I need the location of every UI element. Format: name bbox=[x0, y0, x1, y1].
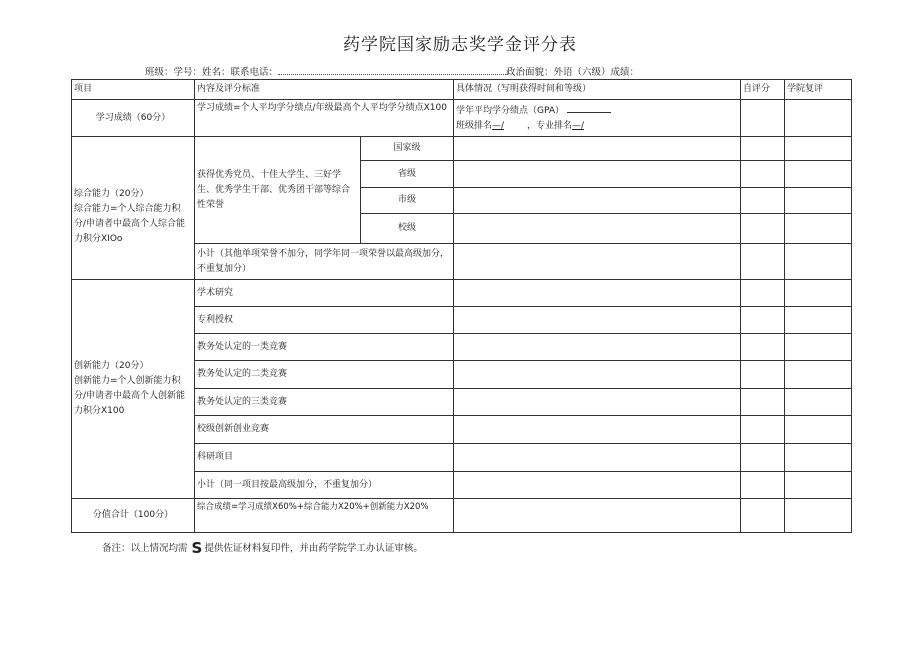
header-item: 项目 bbox=[72, 80, 195, 100]
rank-class-label: 班级排名 bbox=[456, 121, 493, 131]
rank-major-value[interactable]: —/ bbox=[571, 121, 585, 131]
form-title: 药学院国家励志奖学金评分表 bbox=[343, 35, 577, 55]
innov-row-research bbox=[72, 280, 852, 307]
total-formula: 综合成绩=学习成绩X60%+综合能力X20%+创新能力X20% bbox=[195, 499, 454, 533]
detail-city[interactable] bbox=[454, 188, 741, 214]
innov-research: 学术研究 bbox=[195, 280, 454, 307]
total-row bbox=[72, 499, 852, 533]
self-city[interactable] bbox=[741, 188, 785, 214]
header-content: 内容及评分标准 bbox=[195, 80, 454, 100]
comprehensive-item: 综合能力（20分） 综合能力=个人综合能力积分/申请者中最高个人综合能力积分XIOo bbox=[72, 137, 195, 280]
header-detail: 具体情况（写明获得时间和等级） bbox=[454, 80, 741, 100]
study-content: 学习成绩=个人平均学分绩点/年级最高个人平均学分绩点X100 bbox=[195, 100, 454, 137]
self-innov-1[interactable] bbox=[741, 307, 785, 334]
college-innov-6[interactable] bbox=[785, 444, 852, 472]
level-provincial: 省级 bbox=[361, 161, 454, 188]
self-total[interactable] bbox=[741, 499, 785, 533]
study-detail-cell bbox=[454, 100, 741, 137]
self-innov-3[interactable] bbox=[741, 361, 785, 389]
gpa-blank[interactable] bbox=[567, 101, 611, 113]
footnote bbox=[102, 539, 423, 557]
self-innov-4[interactable] bbox=[741, 389, 785, 416]
self-provincial[interactable] bbox=[741, 161, 785, 188]
innov-class3: 教务处认定的三类竞赛 bbox=[195, 389, 454, 416]
study-college-score[interactable] bbox=[785, 100, 852, 137]
note-prefix: 备注：以上情况均需 bbox=[102, 543, 188, 554]
level-city: 市级 bbox=[361, 188, 454, 214]
detail-provincial[interactable] bbox=[454, 161, 741, 188]
college-comp-subtotal[interactable] bbox=[785, 244, 852, 280]
note-glyph: S bbox=[191, 539, 203, 557]
college-innov-4[interactable] bbox=[785, 389, 852, 416]
note-suffix: 提供佐证材料复印件，并由药学院学工办认证审核。 bbox=[204, 543, 423, 554]
gpa-line bbox=[456, 101, 738, 119]
detail-innov-3[interactable] bbox=[454, 361, 741, 389]
self-innov-2[interactable] bbox=[741, 334, 785, 361]
self-innov-6[interactable] bbox=[741, 444, 785, 472]
phone-dotted-blank[interactable] bbox=[278, 66, 506, 75]
rank-class-value[interactable]: —/ bbox=[492, 121, 505, 131]
study-row bbox=[72, 100, 852, 137]
header-self-score: 自评分 bbox=[741, 80, 785, 100]
detail-innov-7[interactable] bbox=[454, 472, 741, 499]
rank-major-label: ，专业排名 bbox=[526, 121, 572, 131]
college-city[interactable] bbox=[785, 188, 852, 214]
study-item: 学习成绩（60分） bbox=[72, 100, 195, 137]
detail-innov-1[interactable] bbox=[454, 307, 741, 334]
college-innov-3[interactable] bbox=[785, 361, 852, 389]
self-national[interactable] bbox=[741, 137, 785, 161]
college-innov-1[interactable] bbox=[785, 307, 852, 334]
innovation-item: 创新能力（20分） 创新能力=个人创新能力积分/申请者中最高个人创新能力积分X100 bbox=[72, 280, 195, 499]
college-innov-7[interactable] bbox=[785, 472, 852, 499]
detail-innov-4[interactable] bbox=[454, 389, 741, 416]
detail-innov-6[interactable] bbox=[454, 444, 741, 472]
self-comp-subtotal[interactable] bbox=[741, 244, 785, 280]
level-national: 国家级 bbox=[361, 137, 454, 161]
detail-innov-5[interactable] bbox=[454, 416, 741, 444]
honors-criteria: 获得优秀党员、十佳大学生、三好学生、优秀学生干部、优秀团干部等综合性荣誉 bbox=[195, 137, 361, 244]
info-prefix: 班级：学号：姓名：联系电话： bbox=[145, 67, 279, 78]
level-school: 校级 bbox=[361, 214, 454, 244]
detail-national[interactable] bbox=[454, 137, 741, 161]
rank-line bbox=[456, 119, 738, 134]
innov-subtotal: 小计（同一项目按最高级加分，不重复加分） bbox=[195, 472, 454, 499]
self-innov-7[interactable] bbox=[741, 472, 785, 499]
college-national[interactable] bbox=[785, 137, 852, 161]
college-total[interactable] bbox=[785, 499, 852, 533]
gpa-label: 学年平均学分绩点（GPA） bbox=[456, 106, 564, 116]
college-school[interactable] bbox=[785, 214, 852, 244]
header-row bbox=[72, 80, 852, 100]
college-innov-2[interactable] bbox=[785, 334, 852, 361]
innov-class1: 教务处认定的一类竞赛 bbox=[195, 334, 454, 361]
detail-school[interactable] bbox=[454, 214, 741, 244]
innov-project: 科研项目 bbox=[195, 444, 454, 472]
self-innov-5[interactable] bbox=[741, 416, 785, 444]
self-school[interactable] bbox=[741, 214, 785, 244]
detail-total[interactable] bbox=[454, 499, 741, 533]
innov-class2: 教务处认定的二类竞赛 bbox=[195, 361, 454, 389]
comprehensive-subtotal: 小计（其他单项荣誉不加分，同学年同一项荣誉以最高级加分，不重复加分） bbox=[195, 244, 454, 280]
college-provincial[interactable] bbox=[785, 161, 852, 188]
self-innov-0[interactable] bbox=[741, 280, 785, 307]
innov-patent: 专利授权 bbox=[195, 307, 454, 334]
college-innov-5[interactable] bbox=[785, 416, 852, 444]
study-self-score[interactable] bbox=[741, 100, 785, 137]
info-suffix: 政治面貌：外语（六级）成绩： bbox=[506, 67, 640, 78]
applicant-info-line bbox=[145, 64, 639, 78]
total-item: 分值合计（100分） bbox=[72, 499, 195, 533]
detail-innov-2[interactable] bbox=[454, 334, 741, 361]
detail-comp-subtotal[interactable] bbox=[454, 244, 741, 280]
innov-school: 校级创新创业竞赛 bbox=[195, 416, 454, 444]
scoring-table bbox=[71, 79, 852, 533]
comp-row-national bbox=[72, 137, 852, 161]
header-college-score: 学院复评 bbox=[785, 80, 852, 100]
college-innov-0[interactable] bbox=[785, 280, 852, 307]
detail-innov-0[interactable] bbox=[454, 280, 741, 307]
